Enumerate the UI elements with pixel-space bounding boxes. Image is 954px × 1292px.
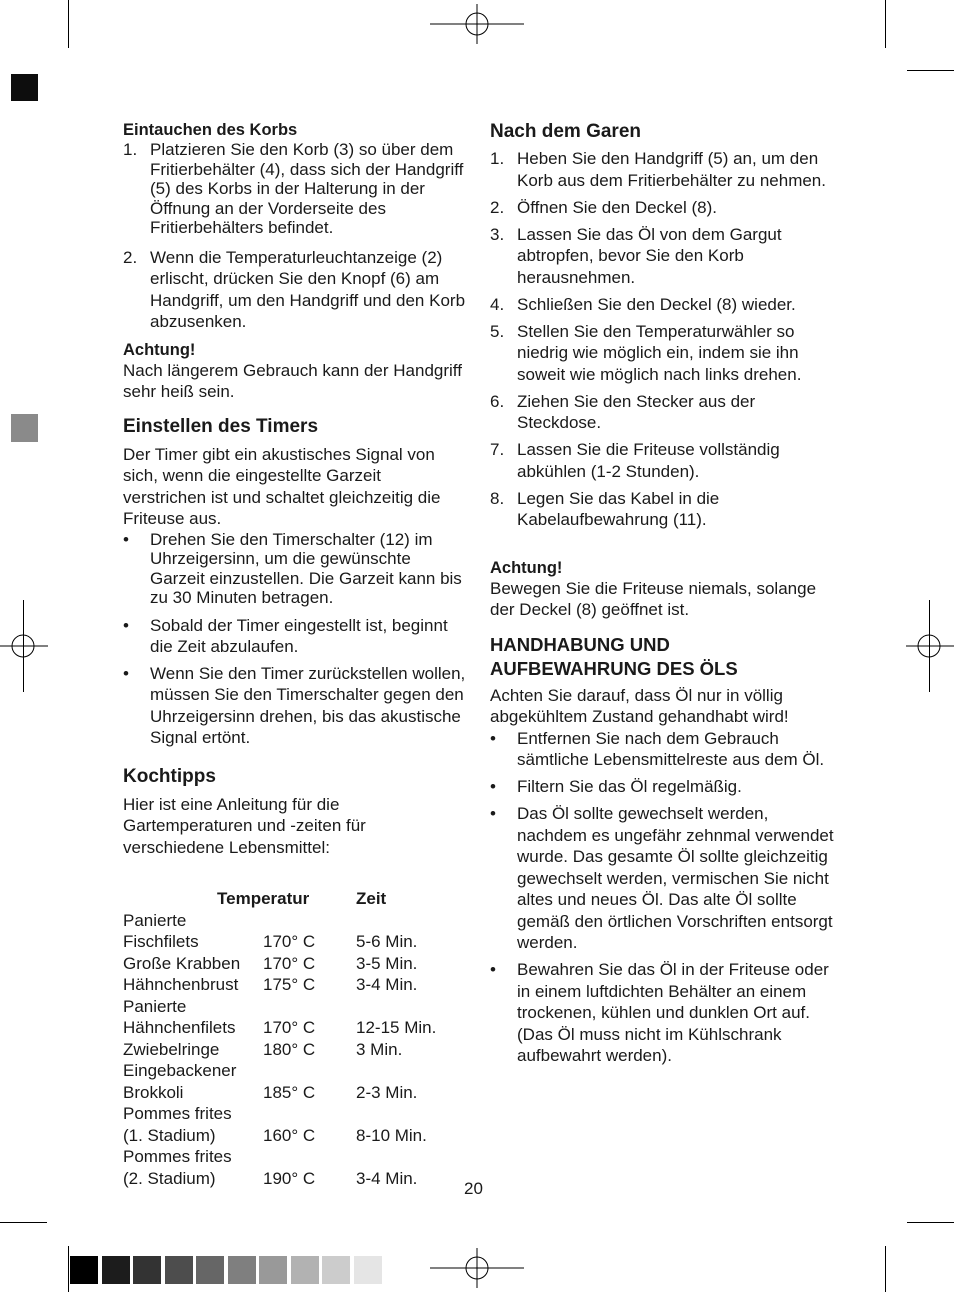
column-header-temperatur: Temperatur: [217, 889, 310, 908]
table-cell-food: Brokkoli: [123, 1082, 184, 1102]
list-item: • Sobald der Timer eingestellt ist, beginnt die Zeit abzulaufen.: [123, 615, 448, 656]
nach-list: [490, 148, 835, 531]
table-cell-temp: [263, 1103, 356, 1125]
cooking-table: [123, 888, 468, 1189]
table-cell-food: Panierte: [123, 910, 187, 930]
table-cell-temp: [263, 1146, 356, 1168]
crop-mark: [885, 1246, 886, 1292]
table-row: [123, 953, 468, 975]
table-cell-food: Pommes frites: [123, 1147, 232, 1166]
list-item: • Filtern Sie das Öl regelmäßig.: [490, 777, 742, 796]
heading-nach-dem-garen: Nach dem Garen: [490, 121, 641, 142]
warning-heading: Achtung!: [490, 558, 563, 577]
list-item: • Drehen Sie den Timerschalter (12) im Uhrzeigersinn, um die gewünschte Garzeit einzustellen. Die Garzeit kann bis zu 30 Minuten betragen.: [123, 529, 462, 607]
crop-mark: [68, 1246, 69, 1292]
table-cell-temp: 190° C: [263, 1168, 316, 1188]
color-swatch: [291, 1256, 319, 1284]
table-cell-time: 3-5 Min.: [356, 953, 418, 973]
page-number: 20: [464, 1179, 483, 1198]
handhabung-list: [490, 728, 835, 1067]
eintauchen-list: [123, 140, 468, 333]
color-swatch: [196, 1256, 224, 1284]
list-item: • Das Öl sollte gewechselt werden, nachdem es ungefähr zehnmal verwendet wurde. Das gesamte Öl sollte gleichzeitig gewechselt werden, vermischen Sie nicht altes und neues Öl. Das alte Öl sollte gemäß den örtlichen Vorschriften entsorgt werden.: [490, 804, 834, 952]
table-cell-food: Pommes frites: [123, 1104, 232, 1123]
color-swatch: [70, 1256, 98, 1284]
table-row: [123, 1039, 468, 1061]
warning-text: Nach längerem Gebrauch kann der Handgriff sehr heiß sein.: [123, 360, 462, 401]
registration-mark-icon: [430, 1248, 524, 1288]
table-cell-time: 3 Min.: [356, 1039, 403, 1059]
table-cell-temp: [263, 996, 356, 1018]
list-item: 8. Legen Sie das Kabel in die Kabelaufbewahrung (11).: [490, 488, 720, 529]
registration-mark-icon: [906, 626, 954, 666]
registration-mark-icon: [430, 4, 524, 44]
table-cell-food: Panierte: [123, 996, 187, 1016]
heading-eintauchen: Eintauchen des Korbs: [123, 121, 298, 139]
list-item: 2. Wenn die Temperaturleuchtanzeige (2) erlischt, drücken Sie den Knopf (6) am Handgriff, um den Handgriff und den Korb abzusenken.: [123, 247, 466, 331]
table-cell-food: Hähnchenbrust: [123, 975, 239, 994]
crop-mark: [907, 1222, 954, 1223]
crop-mark: [68, 0, 69, 48]
table-row: [123, 910, 468, 932]
color-swatch: [102, 1256, 130, 1284]
table-row: [123, 1060, 468, 1082]
heading-timer: Einstellen des Timers: [123, 415, 319, 437]
crop-mark: [907, 70, 954, 71]
table-cell-time: 5-6 Min.: [356, 932, 418, 951]
table-cell-food: Große Krabben: [123, 953, 241, 973]
table-cell-food: Hähnchenfilets: [123, 1018, 236, 1037]
section-tab-black: [11, 74, 38, 101]
table-row: [123, 931, 468, 953]
color-swatch: [228, 1256, 256, 1284]
table-row: [123, 1103, 468, 1125]
timer-list: [123, 530, 468, 749]
color-swatch: [165, 1256, 193, 1284]
table-cell-time: 3-4 Min.: [356, 975, 418, 994]
list-item: 7. Lassen Sie die Friteuse vollständig abkühlen (1-2 Stunden).: [490, 440, 780, 481]
table-cell-temp: 175° C: [263, 975, 316, 994]
table-cell-temp: 185° C: [263, 1082, 316, 1102]
table-cell-food: (2. Stadium): [123, 1168, 216, 1188]
list-item: • Wenn Sie den Timer zurückstellen wollen, müssen Sie den Timerschalter gegen den Uhrzeigersinn drehen, bis das akustische Signal ertönt.: [123, 663, 466, 747]
table-body: [123, 910, 468, 1190]
color-swatch: [133, 1256, 161, 1284]
color-calibration-bar: [70, 1256, 385, 1284]
crop-mark: [885, 0, 886, 48]
list-item: 1. Heben Sie den Handgriff (5) an, um den Korb aus dem Fritierbehälter zu nehmen.: [490, 149, 826, 190]
table-cell-temp: 170° C: [263, 1018, 316, 1037]
column-header-zeit: Zeit: [356, 889, 387, 908]
table-cell-temp: 170° C: [263, 932, 316, 951]
table-row: [123, 1146, 468, 1168]
table-row: [123, 996, 468, 1018]
table-cell-food: Fischfilets: [123, 932, 199, 951]
table-cell-temp: 170° C: [263, 953, 316, 973]
table-cell-temp: 180° C: [263, 1039, 316, 1059]
section-tab-grey: [11, 414, 38, 442]
left-column: [123, 120, 468, 1189]
crop-mark: [0, 1222, 47, 1223]
table-row: [123, 1168, 468, 1190]
list-item: 3. Lassen Sie das Öl von dem Gargut abtropfen, bevor Sie den Korb herausnehmen.: [490, 224, 782, 287]
color-swatch: [322, 1256, 350, 1284]
right-column: [490, 120, 835, 1072]
table-row: [123, 974, 468, 996]
table-row: [123, 1082, 468, 1104]
color-swatch: [259, 1256, 287, 1284]
table-cell-time: 3-4 Min.: [356, 1168, 418, 1188]
timer-intro: Der Timer gibt ein akustisches Signal von sich, wenn die eingestellte Garzeit verstrichen ist und schaltet gleichzeitig die Friteuse aus.: [123, 444, 441, 528]
color-swatch: [354, 1256, 382, 1284]
list-item: 4. Schließen Sie den Deckel (8) wieder.: [490, 294, 796, 314]
list-item: 6. Ziehen Sie den Stecker aus der Steckdose.: [490, 391, 756, 432]
registration-mark-icon: [0, 626, 48, 666]
list-item: 1. Platzieren Sie den Korb (3) so über dem Fritierbehälter (4), dass sich der Handgriff (5) des Korbs in der Halterung in der Öffnung an der Vorderseite des Fritierbehälters befindet.: [123, 140, 464, 237]
table-header-row: [123, 888, 468, 910]
table-row: [123, 1125, 468, 1147]
table-row: [123, 1017, 468, 1039]
table-cell-food: Zwiebelringe: [123, 1039, 220, 1059]
table-cell-temp: [263, 910, 356, 932]
warning-text: Bewegen Sie die Friteuse niemals, solange der Deckel (8) geöffnet ist.: [490, 578, 817, 619]
table-cell-temp: [263, 1060, 356, 1082]
table-cell-time: 2-3 Min.: [356, 1082, 418, 1102]
heading-kochtipps: Kochtipps: [123, 765, 216, 787]
warning-heading: Achtung!: [123, 340, 196, 359]
kochtipps-intro: Hier ist eine Anleitung für die Gartemperaturen und -zeiten für verschiedene Lebensmittel:: [123, 794, 366, 857]
table-cell-time: 12-15 Min.: [356, 1018, 437, 1037]
list-item: 2. Öffnen Sie den Deckel (8).: [490, 197, 718, 217]
handhabung-intro: Achten Sie darauf, dass Öl nur in völlig abgekühltem Zustand gehandhabt wird!: [490, 685, 789, 726]
heading-handhabung: HANDHABUNG UND AUFBEWAHRUNG DES ÖLS: [490, 633, 738, 679]
table-cell-food: (1. Stadium): [123, 1125, 216, 1145]
table-cell-food: Eingebackener: [123, 1061, 237, 1080]
list-item: • Entfernen Sie nach dem Gebrauch sämtliche Lebensmittelreste aus dem Öl.: [490, 728, 825, 769]
list-item: • Bewahren Sie das Öl in der Friteuse oder in einem luftdichten Behälter an einem trockenen, kühlen und dunklen Ort auf. (Das Öl muss nicht im Kühlschrank aufbewahrt werden).: [490, 960, 829, 1065]
table-cell-temp: 160° C: [263, 1125, 316, 1145]
list-item: 5. Stellen Sie den Temperaturwähler so niedrig wie möglich ein, indem sie ihn soweit wie möglich nach links drehen.: [490, 321, 802, 384]
table-cell-time: 8-10 Min.: [356, 1125, 427, 1145]
